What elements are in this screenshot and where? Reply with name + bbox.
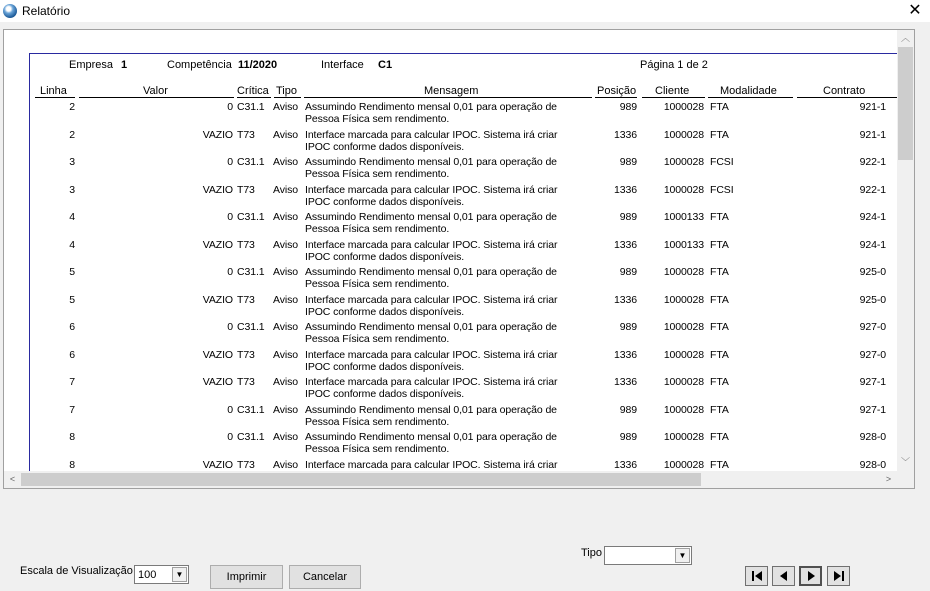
cell-msg2: IPOC conforme dados disponíveis. <box>305 388 465 400</box>
cell-linha: 5 <box>69 293 75 306</box>
cell-cliente: 1000028 <box>663 101 704 113</box>
cell-valor: VAZIO <box>202 238 233 251</box>
cell-modalidade: FTA <box>710 458 729 471</box>
cell-valor: 0 <box>227 211 233 223</box>
first-page-icon <box>751 571 763 581</box>
cell-cliente: 1000133 <box>663 211 704 223</box>
cell-msg1: Interface marcada para calcular IPOC. Sistema irá criar <box>305 293 558 306</box>
last-page-button[interactable] <box>827 566 850 586</box>
next-page-button[interactable] <box>799 566 822 586</box>
cell-modalidade: FCSI <box>710 183 734 196</box>
col-mensagem: Mensagem <box>424 85 479 97</box>
cell-msg1: Interface marcada para calcular IPOC. Sistema irá criar <box>305 128 558 141</box>
cell-cliente: 1000028 <box>663 403 704 416</box>
cell-contrato: 928-0 <box>859 431 886 443</box>
cell-msg2: IPOC conforme dados disponíveis. <box>305 360 465 373</box>
tipo-select[interactable] <box>604 546 692 565</box>
cell-posicao: 989 <box>619 431 637 443</box>
cell-msg2: Pessoa Física sem rendimento. <box>305 443 450 455</box>
col-linha: Linha <box>40 85 67 97</box>
cell-msg1: Interface marcada para calcular IPOC. Sistema irá criar <box>305 238 558 251</box>
empresa-value: 1 <box>121 59 128 71</box>
cell-tipo: Aviso <box>273 183 298 196</box>
table-row <box>30 349 910 375</box>
cell-contrato: 925-0 <box>859 266 886 278</box>
cell-modalidade: FCSI <box>710 156 734 168</box>
interface-label: Interface <box>321 59 364 71</box>
cell-msg1: Assumindo Rendimento mensal 0,01 para operação de <box>305 321 557 333</box>
cell-msg2: Pessoa Física sem rendimento. <box>305 168 450 180</box>
escala-label: Escala de Visualização <box>20 565 133 577</box>
cell-modalidade: FTA <box>710 128 729 141</box>
col-contrato-underline <box>797 97 910 98</box>
cell-msg1: Interface marcada para calcular IPOC. Sistema irá criar <box>305 348 558 361</box>
cell-linha: 2 <box>69 128 75 141</box>
cell-msg2: IPOC conforme dados disponíveis. <box>305 250 465 263</box>
cell-tipo: Aviso <box>273 403 298 416</box>
cell-cliente: 1000028 <box>663 266 704 278</box>
cell-tipo: Aviso <box>273 266 298 278</box>
report-viewport <box>4 30 897 471</box>
cell-modalidade: FTA <box>710 348 729 361</box>
window-title: Relatório <box>22 4 71 18</box>
col-tipo-underline <box>274 97 301 98</box>
cell-linha: 3 <box>69 156 75 168</box>
page-info: Página 1 de 2 <box>640 59 708 71</box>
cell-contrato: 924-1 <box>859 238 886 251</box>
cell-cliente: 1000028 <box>663 348 704 361</box>
cell-critica: C31.1 <box>237 321 265 333</box>
horizontal-scrollbar[interactable] <box>4 471 897 488</box>
cell-valor: VAZIO <box>202 376 233 388</box>
table-row <box>30 404 910 430</box>
cell-msg2: Pessoa Física sem rendimento. <box>305 333 450 345</box>
close-button[interactable]: ✕ <box>908 2 922 19</box>
cell-msg2: Pessoa Física sem rendimento. <box>305 278 450 290</box>
table-row <box>30 266 910 292</box>
cell-valor: 0 <box>227 156 233 168</box>
cell-critica: C31.1 <box>237 266 265 278</box>
cell-tipo: Aviso <box>273 156 298 168</box>
cell-msg1: Assumindo Rendimento mensal 0,01 para operação de <box>305 403 557 416</box>
cell-contrato: 921-1 <box>859 128 886 141</box>
cell-posicao: 989 <box>619 211 637 223</box>
chevron-down-icon[interactable]: ﹀ <box>900 457 910 467</box>
cell-msg1: Assumindo Rendimento mensal 0,01 para operação de <box>305 266 557 278</box>
cell-contrato: 927-0 <box>859 348 886 361</box>
cell-contrato: 922-1 <box>859 156 886 168</box>
cell-contrato: 922-1 <box>859 183 886 196</box>
col-posicao-underline <box>595 97 637 98</box>
report-page <box>29 53 909 483</box>
cell-cliente: 1000028 <box>663 321 704 333</box>
cell-critica: T73 <box>237 293 255 306</box>
cell-modalidade: FTA <box>710 376 729 388</box>
cell-valor: VAZIO <box>202 458 233 471</box>
col-linha-underline <box>35 97 75 98</box>
table-row <box>30 184 910 210</box>
cell-linha: 4 <box>69 238 75 251</box>
cell-valor: 0 <box>227 321 233 333</box>
cell-modalidade: FTA <box>710 293 729 306</box>
cell-tipo: Aviso <box>273 101 298 113</box>
cell-linha: 6 <box>69 348 75 361</box>
competencia-label: Competência <box>167 59 232 71</box>
table-row <box>30 239 910 265</box>
cell-contrato: 928-0 <box>859 458 886 471</box>
cell-msg1: Interface marcada para calcular IPOC. Sistema irá criar <box>305 376 558 388</box>
cell-cliente: 1000028 <box>663 293 704 306</box>
app-globe-icon <box>3 4 17 18</box>
cell-modalidade: FTA <box>710 266 729 278</box>
next-page-icon <box>805 571 817 581</box>
cell-modalidade: FTA <box>710 321 729 333</box>
cell-contrato: 925-0 <box>859 293 886 306</box>
cell-tipo: Aviso <box>273 376 298 388</box>
chevron-left-icon[interactable]: < <box>9 474 16 484</box>
cell-msg2: Pessoa Física sem rendimento. <box>305 113 450 125</box>
cell-tipo: Aviso <box>273 458 298 471</box>
cell-linha: 2 <box>69 101 75 113</box>
cell-posicao: 989 <box>619 321 637 333</box>
chevron-down-icon[interactable]: ▼ <box>172 567 187 582</box>
last-page-icon <box>833 571 845 581</box>
cell-msg1: Assumindo Rendimento mensal 0,01 para operação de <box>305 211 557 223</box>
table-row <box>30 211 910 237</box>
cell-valor: VAZIO <box>202 293 233 306</box>
cell-msg1: Assumindo Rendimento mensal 0,01 para operação de <box>305 101 557 113</box>
tipo-label: Tipo <box>581 547 602 559</box>
chevron-down-icon[interactable]: ▼ <box>675 548 690 563</box>
cell-linha: 8 <box>69 458 75 471</box>
cell-posicao: 1336 <box>614 348 637 361</box>
cell-cliente: 1000133 <box>663 238 704 251</box>
escala-select[interactable] <box>134 565 189 584</box>
cell-modalidade: FTA <box>710 403 729 416</box>
cell-msg2: IPOC conforme dados disponíveis. <box>305 140 465 153</box>
cell-posicao: 1336 <box>614 458 637 471</box>
cell-contrato: 927-1 <box>859 376 886 388</box>
cell-posicao: 1336 <box>614 376 637 388</box>
cell-valor: 0 <box>227 266 233 278</box>
cell-tipo: Aviso <box>273 128 298 141</box>
vertical-scroll-thumb[interactable] <box>898 47 913 160</box>
first-page-button[interactable] <box>745 566 768 586</box>
escala-value: 100 <box>138 569 157 581</box>
col-valor-underline <box>79 97 234 98</box>
table-row <box>30 376 910 402</box>
cell-valor: 0 <box>227 403 233 416</box>
cell-tipo: Aviso <box>273 293 298 306</box>
cell-contrato: 927-1 <box>859 403 886 416</box>
cell-msg2: Pessoa Física sem rendimento. <box>305 223 450 235</box>
col-critica: Crítica <box>237 85 269 97</box>
cell-posicao: 1336 <box>614 293 637 306</box>
cell-cliente: 1000028 <box>663 156 704 168</box>
cell-contrato: 924-1 <box>859 211 886 223</box>
competencia-value: 11/2020 <box>238 59 278 71</box>
cell-valor: VAZIO <box>202 348 233 361</box>
col-posicao: Posição <box>597 85 637 97</box>
cell-msg2: Pessoa Física sem rendimento. <box>305 415 450 428</box>
cell-cliente: 1000028 <box>663 128 704 141</box>
interface-value: C1 <box>378 59 393 71</box>
cell-critica: T73 <box>237 183 255 196</box>
col-valor: Valor <box>143 85 168 97</box>
cell-linha: 5 <box>69 266 75 278</box>
cell-critica: C31.1 <box>237 403 265 416</box>
cell-tipo: Aviso <box>273 431 298 443</box>
cell-posicao: 989 <box>619 266 637 278</box>
vertical-scrollbar[interactable] <box>897 30 914 471</box>
cell-critica: C31.1 <box>237 211 265 223</box>
cell-linha: 7 <box>69 376 75 388</box>
cell-modalidade: FTA <box>710 101 729 113</box>
scroll-corner <box>897 471 914 488</box>
cell-critica: T73 <box>237 128 255 141</box>
col-mensagem-underline <box>304 97 592 98</box>
cell-cliente: 1000028 <box>663 458 704 471</box>
col-cliente: Cliente <box>655 85 690 97</box>
cell-contrato: 927-0 <box>859 321 886 333</box>
col-contrato: Contrato <box>823 85 866 97</box>
cell-posicao: 989 <box>619 101 637 113</box>
report-preview <box>3 29 915 489</box>
cell-tipo: Aviso <box>273 321 298 333</box>
cell-cliente: 1000028 <box>663 376 704 388</box>
cell-cliente: 1000028 <box>663 431 704 443</box>
cell-modalidade: FTA <box>710 238 729 251</box>
table-row <box>30 431 910 457</box>
cell-linha: 4 <box>69 211 75 223</box>
previous-page-icon <box>778 571 790 581</box>
table-row <box>30 129 910 155</box>
cell-posicao: 1336 <box>614 238 637 251</box>
cell-linha: 7 <box>69 403 75 416</box>
table-row <box>30 321 910 347</box>
table-row <box>30 156 910 182</box>
cell-posicao: 989 <box>619 403 637 416</box>
cell-posicao: 989 <box>619 156 637 168</box>
cell-critica: T73 <box>237 458 255 471</box>
col-cliente-underline <box>642 97 705 98</box>
col-modalidade: Modalidade <box>720 85 777 97</box>
horizontal-scroll-thumb[interactable] <box>21 473 701 486</box>
cell-critica: C31.1 <box>237 101 265 113</box>
cell-posicao: 1336 <box>614 128 637 141</box>
table-row <box>30 101 910 127</box>
cell-msg1: Assumindo Rendimento mensal 0,01 para operação de <box>305 431 557 443</box>
empresa-label: Empresa <box>69 59 114 71</box>
col-tipo: Tipo <box>276 85 297 97</box>
cell-tipo: Aviso <box>273 348 298 361</box>
title-bar <box>0 0 930 22</box>
cell-modalidade: FTA <box>710 211 729 223</box>
cell-critica: T73 <box>237 376 255 388</box>
cell-valor: VAZIO <box>202 183 233 196</box>
cell-msg1: Interface marcada para calcular IPOC. Sistema irá criar <box>305 183 558 196</box>
cell-cliente: 1000028 <box>663 183 704 196</box>
previous-page-button[interactable] <box>772 566 795 586</box>
cell-valor: VAZIO <box>202 128 233 141</box>
cell-linha: 3 <box>69 183 75 196</box>
cell-linha: 8 <box>69 431 75 443</box>
cell-valor: 0 <box>227 101 233 113</box>
cell-tipo: Aviso <box>273 211 298 223</box>
cell-msg2: IPOC conforme dados disponíveis. <box>305 305 465 318</box>
cell-linha: 6 <box>69 321 75 333</box>
chevron-up-icon[interactable]: ︿ <box>900 33 910 43</box>
cell-msg1: Assumindo Rendimento mensal 0,01 para operação de <box>305 156 557 168</box>
cell-posicao: 1336 <box>614 183 637 196</box>
cell-msg1: Interface marcada para calcular IPOC. Sistema irá criar <box>305 458 558 471</box>
cell-critica: C31.1 <box>237 156 265 168</box>
imprimir-button[interactable]: Imprimir <box>210 565 283 589</box>
cell-critica: C31.1 <box>237 431 265 443</box>
cell-msg2: IPOC conforme dados disponíveis. <box>305 195 465 208</box>
table-row <box>30 294 910 320</box>
cell-critica: T73 <box>237 238 255 251</box>
col-critica-underline <box>237 97 271 98</box>
cell-valor: 0 <box>227 431 233 443</box>
chevron-right-icon[interactable]: > <box>885 474 892 484</box>
cell-critica: T73 <box>237 348 255 361</box>
cell-tipo: Aviso <box>273 238 298 251</box>
cell-contrato: 921-1 <box>859 101 886 113</box>
col-modalidade-underline <box>708 97 793 98</box>
cell-modalidade: FTA <box>710 431 729 443</box>
cancelar-button[interactable]: Cancelar <box>289 565 361 589</box>
